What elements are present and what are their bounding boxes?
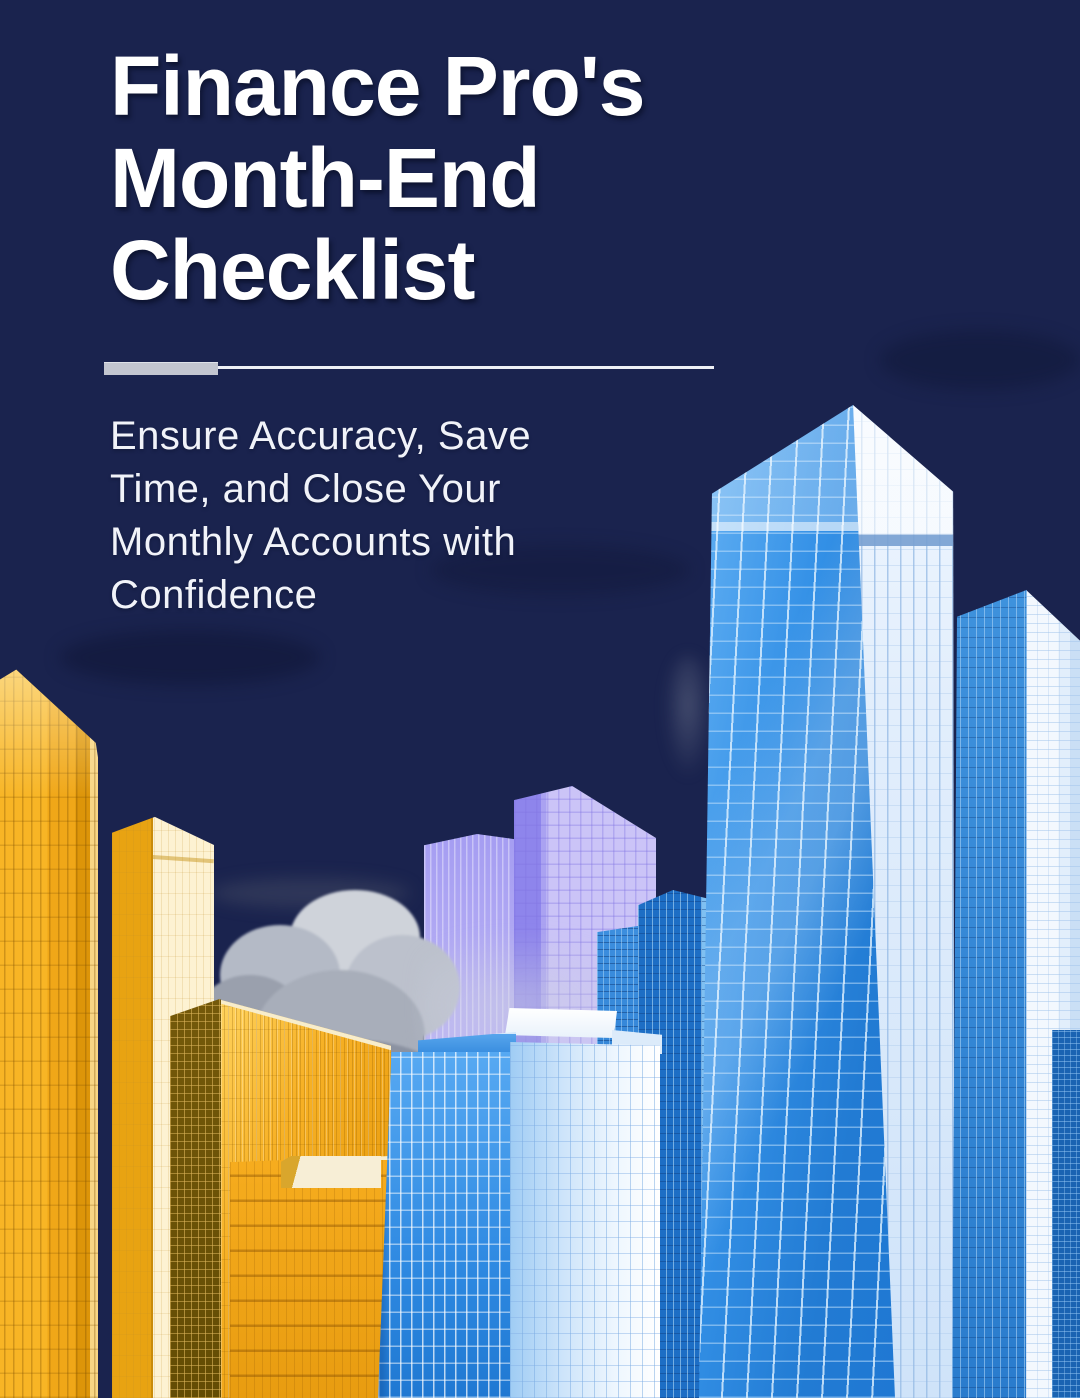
- building-gold-lower-block: [230, 1156, 390, 1398]
- subtitle-line-3: Monthly Accounts with: [110, 520, 517, 564]
- center-building-light-face: [510, 1042, 660, 1398]
- subtitle-line-4: Confidence: [110, 573, 318, 617]
- building-gold-cream-slab: [281, 1156, 381, 1188]
- building-right-blue-face: [952, 585, 1030, 1398]
- building-gold-dark-face: [170, 996, 226, 1398]
- cloud-wisp-near-hero-tower: [664, 655, 712, 780]
- subtitle-line-1: Ensure Accuracy, Save: [110, 414, 532, 458]
- center-building-blue-face: [378, 1052, 512, 1398]
- subtitle: [110, 410, 710, 622]
- title-line-3: Checklist: [110, 223, 475, 317]
- page-title: [110, 40, 810, 316]
- divider-accent-segment: [104, 362, 218, 375]
- building-right-dark-strip: [1052, 1030, 1080, 1398]
- center-building-roof-cap: [505, 1008, 617, 1038]
- sky-wisp: [60, 630, 320, 685]
- building-gold-far-left: [0, 666, 98, 1398]
- subtitle-line-2: Time, and Close Your: [110, 467, 501, 511]
- title-line-2: Month-End: [110, 131, 540, 225]
- title-line-1: Finance Pro's: [110, 39, 645, 133]
- sky-wisp: [880, 330, 1080, 390]
